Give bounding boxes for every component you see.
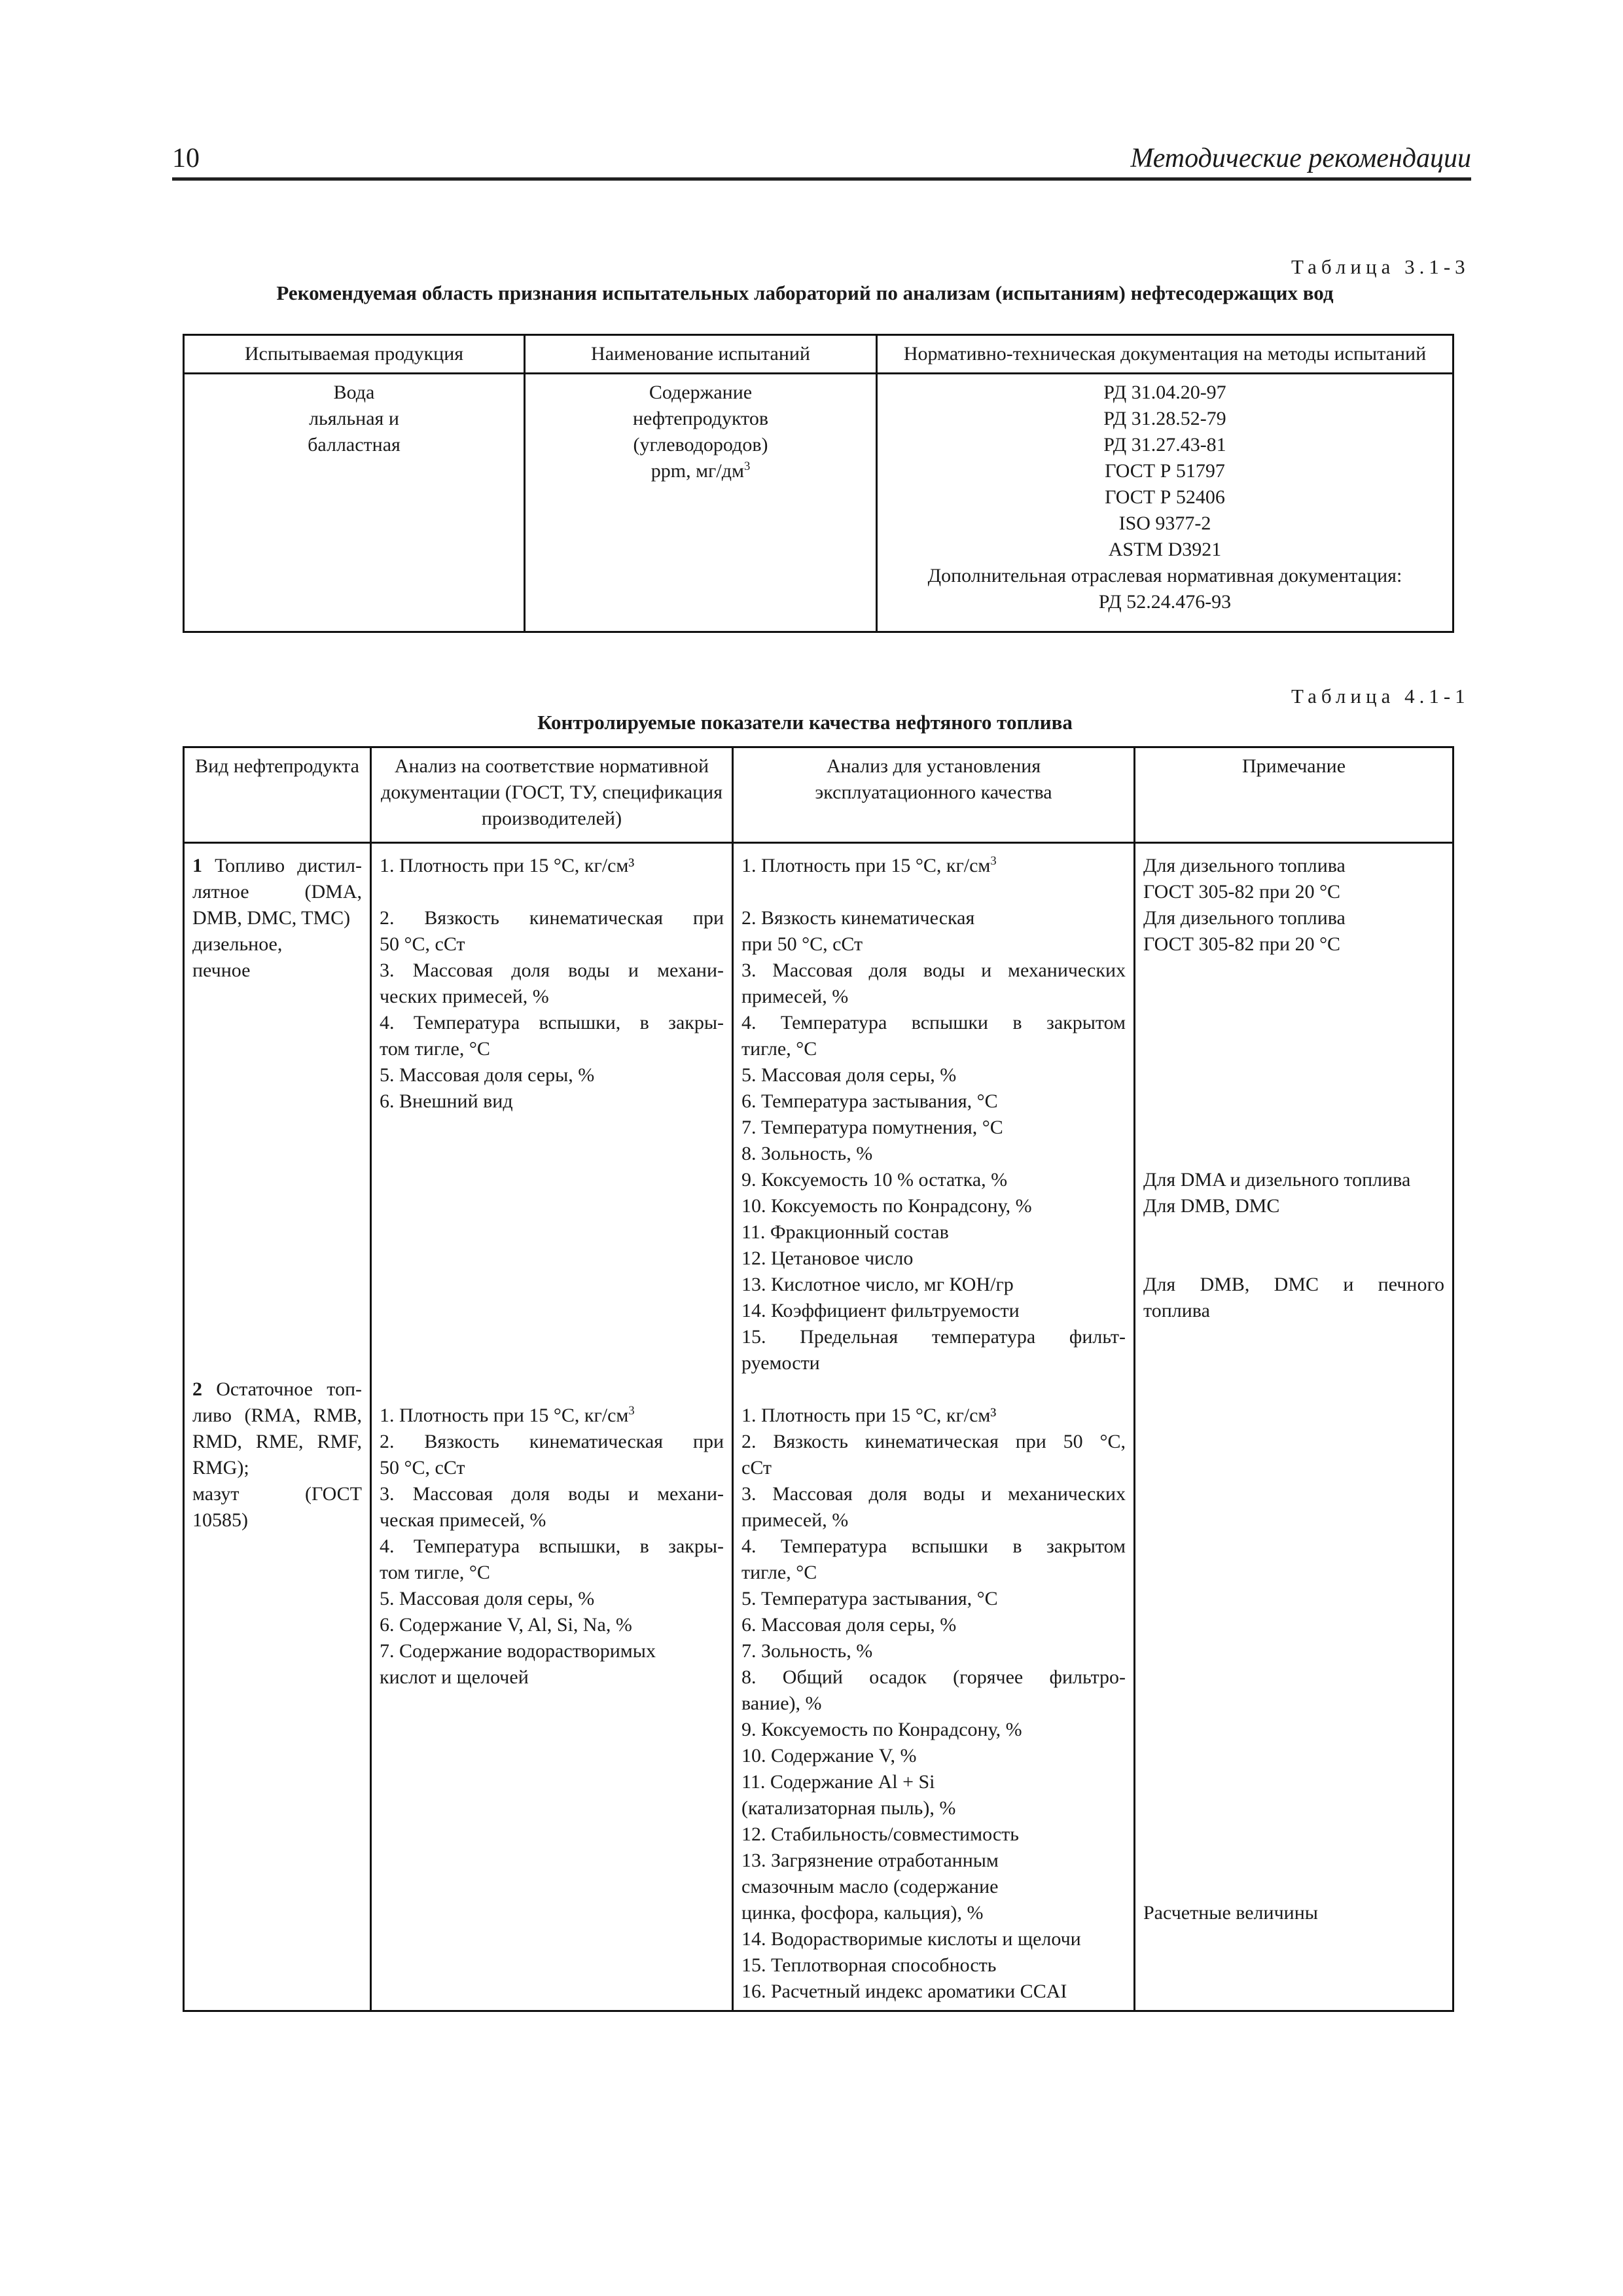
- table-header-row: [184, 335, 1454, 374]
- table-title-4-1-1: Контролируемые показатели качества нефтяного топлива: [537, 711, 1073, 734]
- column-header-notes: Примечание: [1135, 747, 1454, 843]
- table-row: [184, 843, 1454, 2011]
- cell-notes: Для дизельного топлива ГОСТ 305-82 при 20 °С Для дизельного топлива ГОСТ 305-82 при 20 °С Для DMA и дизельного топлива Для DMB, DMC Для DMB, DMC и печного топлива Расчетные величины: [1135, 843, 1454, 2011]
- cell-operational: 1. Плотность при 15 °С, $кг/см^3$ 2. Вязкость кинематическая при 50 °С, сСт 3. Массовая доля воды и механических примесей, % 4. Температура вспышки в закрытом тигле, °С 5. Массовая доля серы, % 6. Температура застывания, °С 7. Температура помутнения, °С 8. Зольность, % 9. Коксуемость 10 % остатка, % 10. Коксуемость по Конрадсону, % 11. Фракционный состав 12. Цетановое число 13. Кислотное число, мг КОН/гр 14. Коэффициент фильтруемости 15. Предельная температура фильт- руемости 1. Плотность при 15 °С, кг/см³ 2. Вязкость кинематическая при 50 °С, сСт 3. Массовая доля воды и механических примесей, % 4. Температура вспышки в закрытом тигле, °С 5. Температура застывания, °С 6. Массовая доля серы, % 7. Зольность, % 8. Общий осадок (горячее фильтро- вание), % 9. Коксуемость по Конрадсону, % 10. Содержание V, % 11. Содержание Al + Si (катализаторная пыль), % 12. Стабильность/совместимость 13. Загрязнение отработанным смазочным масло (содержание цинка, фосфора, кальция), % 14. Водорастворимые кислоты и щелочи 15. Теплотворная способность 16. Расчетный индекс ароматики CCAI: [733, 843, 1135, 2011]
- table-header-row: [184, 747, 1454, 843]
- cell-compliance: 1. Плотность при 15 °С, кг/см³ 2. Вязкость кинематическая при 50 °С, сСт 3. Массовая доля воды и механи- ческих примесей, % 4. Температура вспышки, в закры- том тигле, °С 5. Массовая доля серы, % 6. Внешний вид 1. Плотность при 15 °С, $кг/см^3$ 2. Вязкость кинематическая при 50 °С, сСт 3. Массовая доля воды и механи- ческая примесей, % 4. Температура вспышки, в закры- том тигле, °С 5. Массовая доля серы, % 6. Содержание V, Al, Si, Na, % 7. Содержание водорастворимых кислот и щелочей: [371, 843, 733, 2011]
- table-label-4-1-1: Таблица 4.1-1: [1291, 685, 1470, 708]
- column-header-product: Испытываемая продукция: [184, 335, 525, 374]
- table-4-1-1: [183, 746, 1454, 2012]
- column-header-docs: Нормативно-техническая документация на методы испытаний: [877, 335, 1454, 374]
- cell-test: Содержание нефтепродуктов (углеводородов) ppm, $мг/дм^3$: [525, 374, 877, 632]
- cell-docs: РД 31.04.20-97 РД 31.28.52-79 РД 31.27.43-81 ГОСТ Р 51797 ГОСТ Р 52406 ISO 9377-2 ASTM D3921 Дополнительная отраслевая нормативная документация: РД 52.24.476-93: [877, 374, 1454, 632]
- column-header-operational: Анализ для установления эксплуатационного качества: [733, 747, 1135, 843]
- note-calculated-values: Расчетные величины: [1143, 1902, 1318, 1924]
- column-header-test: Наименование испытаний: [525, 335, 877, 374]
- column-header-product-type: Вид нефтепродукта: [184, 747, 371, 843]
- table-row: [184, 374, 1454, 632]
- running-title: Методические рекомендации: [1130, 143, 1471, 173]
- column-header-compliance: Анализ на соответствие нормативной документации (ГОСТ, ТУ, спецификация производителей): [371, 747, 733, 843]
- table-label-3-1-3: Таблица 3.1-3: [1291, 255, 1470, 278]
- cell-product: Вода льяльная и балластная: [184, 374, 525, 632]
- cell-product-type: 1 Топливо дистил- лятное (DMA, DMB, DMC, TMC) дизельное, печное 2 Остаточное топ- ливо (RMA, RMB, RMD, RME, RMF, RMG); мазут (ГОСТ 10585): [184, 843, 371, 2011]
- header-rule: [172, 177, 1471, 181]
- table-title-3-1-3: Рекомендуемая область признания испытательных лабораторий по анализам (испытаниям) нефтесодержащих вод: [276, 281, 1334, 304]
- page-header: [172, 137, 1471, 181]
- table-3-1-3: [183, 334, 1454, 633]
- page-number: 10: [172, 143, 200, 173]
